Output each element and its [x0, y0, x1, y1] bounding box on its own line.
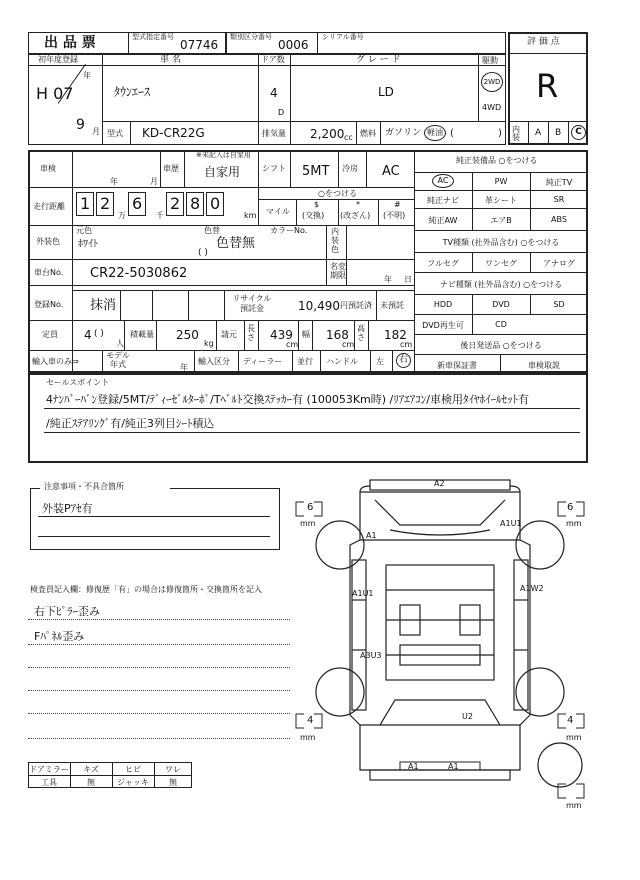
mile-fumei: (不明)	[383, 211, 406, 220]
handle-right-selected[interactable]	[396, 353, 411, 368]
tread-fl-unit: mm	[300, 519, 316, 528]
color-label: 外装色	[36, 237, 60, 246]
mile-kaizan: (改ざん)	[340, 211, 371, 220]
km-unit: km	[244, 211, 257, 220]
meigi-year: 年	[384, 275, 392, 284]
ac-label: 冷房	[342, 164, 358, 173]
drive-2wd-text: 2WD	[483, 78, 501, 86]
recycle-label: リサイクル預託金	[232, 294, 272, 313]
diag-label-a1u1-left: A1U1	[352, 589, 374, 598]
ruibetsu-label: 類別区分番号	[230, 33, 272, 41]
load-label: 積載量	[130, 330, 154, 339]
mile-hash: #	[394, 200, 401, 209]
acc-h-kizu: キズ	[83, 765, 99, 774]
dvd-cd[interactable]: CD	[495, 320, 507, 329]
handle-right-text: 右	[398, 355, 408, 365]
navi-title: ナビ種類 (社外品含む) ○をつける	[439, 280, 563, 289]
equip-navi[interactable]: 純正ナビ	[427, 196, 459, 205]
year-mark: 年	[83, 71, 91, 80]
equip-abs[interactable]: ABS	[551, 215, 567, 224]
reg-value: 抹消	[90, 298, 117, 313]
odo-d4: 2	[170, 194, 181, 213]
first-reg-label: 初年度登録	[38, 55, 78, 64]
navi-dvd[interactable]: DVD	[492, 300, 510, 309]
interior-a: A	[535, 128, 542, 138]
import-label: 輸入車のみ⇒	[32, 357, 79, 366]
capacity-value: 4	[84, 328, 92, 342]
equip-tv[interactable]: 純正TV	[545, 178, 573, 187]
capacity-label: 定員	[42, 330, 58, 339]
shift-label: シフト	[262, 164, 286, 173]
tread-front-left: 6	[307, 502, 314, 513]
unpaid-label: 未預託	[380, 301, 404, 310]
capacity-unit: 人	[116, 339, 124, 348]
mile-label: マイル	[266, 207, 290, 216]
navi-sd[interactable]: SD	[553, 300, 565, 309]
tread-rear-left: 4	[307, 715, 314, 726]
diag-label-a3u3: A3U3	[360, 651, 382, 660]
interior-c-text: C	[575, 127, 582, 137]
docs-warranty[interactable]: 新車保証書	[437, 361, 477, 370]
orig-color-label: 元色	[76, 226, 92, 235]
equip-pw[interactable]: PW	[494, 177, 508, 186]
displacement-value: 2,200	[310, 127, 345, 141]
height-label: 高さ	[357, 324, 365, 342]
recycle-unit: 円預託済	[340, 301, 372, 310]
ruibetsu-value: 0006	[278, 38, 309, 52]
door-count: 4	[270, 86, 278, 100]
odo-d5: 8	[190, 194, 201, 213]
katashiki-label: 型式指定番号	[132, 33, 174, 41]
odo-d3: 6	[132, 194, 143, 213]
handle-left: 左	[376, 357, 384, 366]
mileage-label: 走行距離	[33, 202, 65, 211]
acc-h-mirror: ドアミラー	[29, 765, 69, 774]
width-value: 168	[326, 328, 349, 342]
score-value: R	[536, 67, 559, 105]
notes-line-1: 外装Pｱｾ有	[42, 502, 93, 515]
equip-ac-text: AC	[437, 176, 449, 185]
interior-color-label: 内装色	[331, 227, 339, 254]
diag-label-a1-rear-1: A1	[408, 762, 419, 771]
fuel-label: 燃料	[360, 129, 376, 138]
model-value: KD-CR22G	[142, 126, 205, 140]
equip-ac-selected[interactable]	[432, 174, 454, 188]
diag-label-a1w2: A1W2	[520, 584, 544, 593]
month-mark: 月	[92, 127, 100, 136]
sen-unit: 千	[156, 211, 164, 220]
width-unit: cm	[342, 340, 355, 349]
height-value: 182	[384, 328, 407, 342]
shaken-month: 月	[150, 177, 158, 186]
odo-d2: 2	[100, 194, 111, 213]
shift-value: 5MT	[302, 164, 330, 179]
odo-d1: 1	[80, 194, 91, 213]
acc-jack-val: 無	[169, 778, 177, 787]
tv-title: TV種類 (社外品含む) ○をつける	[442, 238, 560, 247]
tv-oneseg[interactable]: ワンセグ	[485, 259, 517, 268]
acc-jack: ジャッキ	[117, 778, 149, 787]
tread-fr-unit: mm	[566, 519, 582, 528]
navi-hdd[interactable]: HDD	[433, 300, 453, 309]
equip-leather[interactable]: 革シート	[485, 196, 517, 205]
drive-2wd-selected[interactable]	[481, 72, 503, 92]
equip-aw[interactable]: 純正AW	[428, 216, 458, 225]
import-cat-label: 輸入区分	[198, 357, 230, 366]
mile-koukan: (交換)	[302, 211, 325, 220]
katashiki-value: 07746	[180, 38, 219, 52]
interior-c-selected[interactable]	[571, 125, 586, 140]
use-value: 自家用	[204, 165, 241, 179]
notes-frame	[30, 488, 280, 550]
paint-value: 色替無	[216, 236, 256, 251]
use-note: ※未記入は自家用	[196, 151, 251, 159]
fuel-gas: ガソリン	[385, 128, 422, 138]
odo-d6: 0	[210, 194, 221, 213]
paint-paren: ( )	[198, 248, 208, 258]
meigi-day: 日	[404, 275, 412, 284]
length-label: 長さ	[247, 324, 255, 342]
car-name-label: 車 名	[160, 55, 181, 65]
tread-rr-unit: mm	[566, 733, 582, 742]
chassis-value: CR22-5030862	[90, 266, 188, 281]
serial-label: シリアル番号	[322, 33, 364, 41]
tv-fullseg[interactable]: フルセグ	[427, 259, 459, 268]
color-no-label: カラーNo.	[270, 226, 308, 235]
first-reg-month: 9	[76, 117, 85, 133]
chassis-label: 車台No.	[34, 268, 64, 277]
first-reg-era: H 07	[36, 84, 74, 103]
disp-label: 排気量	[262, 129, 286, 138]
width-label: 幅	[302, 330, 310, 339]
handle-label: ハンドル	[326, 357, 358, 366]
tv-analog[interactable]: アナログ	[543, 259, 575, 268]
dvd-play-label: DVD再生可	[422, 321, 464, 330]
parallel-option: 並行	[297, 357, 313, 366]
drive-label: 駆動	[482, 56, 498, 65]
diag-label-a2: A2	[434, 479, 445, 488]
model-year-label: モデル年式	[106, 351, 130, 369]
tenki-label: 請元	[221, 330, 237, 339]
shaken-label: 車検	[40, 164, 56, 173]
door-type: D	[278, 108, 285, 117]
ac-value: AC	[382, 164, 400, 179]
diag-label-u2: U2	[462, 712, 473, 721]
cc-unit: cc	[344, 133, 353, 142]
car-body-diagram	[290, 470, 590, 810]
tread-rl-unit: mm	[300, 733, 316, 742]
acc-tools: 工具	[41, 778, 57, 787]
mile-star: *	[356, 200, 360, 209]
acc-h-ware: ワレ	[165, 765, 181, 774]
diag-label-a1-rear-2: A1	[448, 762, 459, 771]
acc-h-hibi: ヒビ	[125, 765, 141, 774]
interior-b: B	[555, 128, 562, 138]
length-value: 439	[270, 328, 293, 342]
form-title: 出 品 票	[44, 35, 96, 51]
grade-label: グ レ ー ド	[356, 55, 401, 65]
dealer-option: ディーラー	[243, 357, 283, 366]
door-label: ドア数	[261, 55, 285, 64]
equip-sr[interactable]: SR	[553, 195, 565, 204]
sales-label: セールスポイント	[46, 378, 110, 387]
paint-label: 色替	[204, 226, 220, 235]
fuel-other-paren-close: )	[498, 128, 502, 139]
tread-front-right: 6	[567, 502, 574, 513]
equip-title: 純正装備品 ○をつける	[456, 156, 538, 165]
car-name-value: ﾀｳﾝｴｰｽ	[114, 85, 151, 99]
fuel-diesel-text: 軽油	[427, 128, 443, 137]
tread-rear-right: 4	[567, 715, 574, 726]
mile-dollar: $	[314, 200, 320, 209]
acc-tools-val: 無	[87, 778, 95, 787]
meigi-label: 名変期限	[330, 262, 346, 280]
drive-4wd: 4WD	[482, 103, 502, 112]
sales-line-1: 4ﾅﾝﾊﾞｰﾊﾞﾝ登録/5MT/ﾃﾞｨｰｾﾞﾙﾀｰﾎﾞ/Tﾍﾞﾙﾄ交換ｽﾃｯｶｰ有 (100053Km時) /ﾘｱｴｱｺﾝ/車検用ﾀｲﾔﾎｲｰﾙｾｯﾄ有	[46, 393, 529, 406]
sales-line-2: /純正ｽﾃｱﾘﾝｸﾞ有/純正3列目ｼｰﾄ積込	[46, 417, 215, 430]
circle-note: ○をつける	[318, 189, 357, 198]
tread-spare-unit: mm	[566, 801, 582, 810]
fuel-other-paren: (	[450, 128, 454, 139]
docs-manual[interactable]: 車検取説	[528, 361, 560, 370]
model-year-unit: 年	[180, 363, 188, 372]
diag-label-a1u1-top: A1U1	[500, 519, 522, 528]
docs-title: 後日発送品 ○をつける	[460, 341, 542, 350]
grade-value: LD	[378, 85, 394, 99]
score-label: 評 価 点	[527, 37, 560, 47]
recycle-value: 10,490	[298, 299, 340, 313]
inspector-line-1: 右下ﾋﾟﾗｰ歪み	[34, 605, 100, 618]
inspector-line-2: Fﾊﾟﾈﾙ歪み	[34, 630, 85, 643]
notes-label: 注意事項・不具合箇所	[44, 482, 124, 491]
reg-label: 登録No.	[34, 300, 64, 309]
model-label: 型式	[107, 129, 123, 138]
orig-color-value: ﾎﾜｲﾄ	[78, 239, 98, 250]
capacity-paren: ( )	[94, 329, 104, 339]
use-label: 車歴	[163, 164, 179, 173]
load-unit: kg	[204, 339, 214, 348]
equip-airbag[interactable]: エアB	[490, 216, 512, 225]
shaken-year: 年	[110, 177, 118, 186]
interior-label: 内装	[512, 125, 520, 142]
fuel-diesel-selected[interactable]	[424, 125, 446, 141]
load-value: 250	[176, 328, 199, 342]
length-unit: cm	[286, 340, 299, 349]
height-unit: cm	[400, 340, 413, 349]
inspector-label: 検査員記入欄：修復歴「有」の場合は修復箇所・交換箇所を記入	[30, 585, 262, 594]
man-unit: 万	[118, 211, 126, 220]
diag-label-a1: A1	[366, 531, 377, 540]
